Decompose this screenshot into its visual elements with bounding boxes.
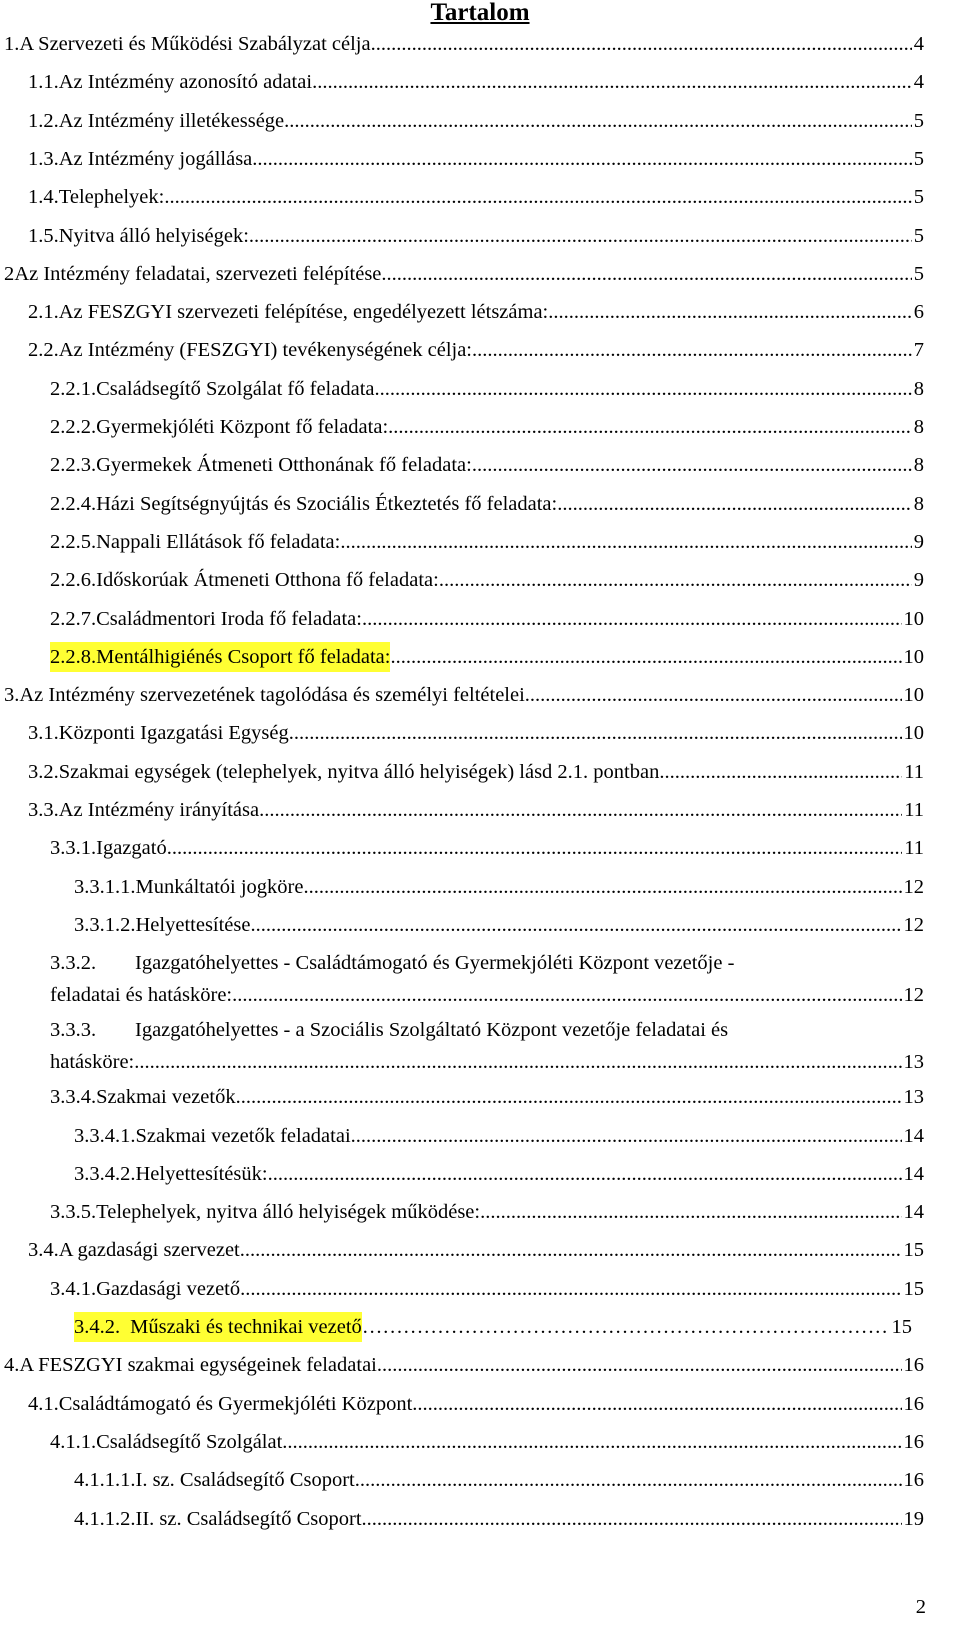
dot-leader bbox=[289, 718, 902, 748]
toc-entry-title: Igazgató bbox=[96, 837, 167, 860]
toc-entry-title: Az Intézmény irányítása bbox=[58, 799, 260, 821]
toc-entry[interactable] bbox=[74, 910, 924, 940]
toc-entry-page: 5 bbox=[913, 224, 924, 247]
toc-entry-title: Szakmai vezetők bbox=[96, 1086, 236, 1109]
dot-leader bbox=[164, 182, 911, 212]
dot-leader bbox=[362, 1504, 902, 1534]
dot-leader bbox=[548, 297, 912, 327]
dot-leader bbox=[282, 1427, 901, 1457]
toc-entry-title: Központi Igazgatási Egység bbox=[58, 722, 289, 745]
toc-entry[interactable] bbox=[74, 1159, 924, 1189]
toc-entry[interactable] bbox=[4, 29, 924, 59]
toc-entry-page: 12 bbox=[903, 875, 924, 898]
dot-leader bbox=[472, 450, 912, 480]
dot-leader bbox=[351, 1121, 902, 1151]
toc-entry-number: 2.2.5. bbox=[50, 530, 97, 553]
toc-entry[interactable] bbox=[4, 259, 924, 289]
toc-entry[interactable] bbox=[50, 1015, 924, 1045]
toc-entry[interactable] bbox=[74, 1312, 912, 1342]
dot-leader bbox=[525, 680, 902, 710]
toc-entry-title: Családmentori Iroda fő feladata: bbox=[96, 607, 362, 630]
toc-entry-page: 15 bbox=[903, 1277, 924, 1300]
toc-entry-page: 19 bbox=[903, 1507, 924, 1530]
toc-entry-title: Munkáltatói jogköre bbox=[135, 875, 304, 898]
toc-entry-page: 10 bbox=[903, 722, 924, 745]
toc-entry-page: 5 bbox=[913, 147, 924, 170]
toc-entry-number: 2.2.2. bbox=[50, 416, 97, 438]
toc-entry-page: 11 bbox=[904, 799, 924, 821]
dot-leader bbox=[659, 757, 902, 787]
toc-entry[interactable] bbox=[50, 527, 924, 557]
toc-entry-page: 11 bbox=[904, 760, 924, 783]
toc-entry-number: 3.3.5. bbox=[50, 1201, 97, 1224]
toc-entry[interactable] bbox=[4, 1350, 924, 1380]
toc-entry-number: 4. bbox=[4, 1354, 20, 1377]
toc-entry[interactable] bbox=[28, 718, 924, 748]
toc-entry[interactable] bbox=[50, 1274, 924, 1304]
toc-entry[interactable] bbox=[50, 1082, 924, 1112]
toc-entry-page: 8 bbox=[913, 416, 924, 438]
toc-entry-page: 9 bbox=[913, 530, 924, 553]
toc-entry-number: 3.3.4.1. bbox=[74, 1124, 136, 1147]
dot-leader bbox=[371, 29, 912, 59]
toc-entry-title: Műszaki és technikai vezető bbox=[130, 1316, 362, 1338]
toc-entry-number: 3.1. bbox=[28, 722, 59, 745]
toc-entry-page: 5 bbox=[913, 109, 924, 132]
toc-entry-number: 3.2. bbox=[28, 760, 59, 783]
toc-entry-number: 2.2.3. bbox=[50, 454, 97, 477]
toc-entry-page: 7 bbox=[913, 339, 924, 362]
toc-entry-number: 2.1. bbox=[28, 301, 59, 324]
toc-entry-number: 3.3.4.2. bbox=[74, 1162, 136, 1185]
toc-entry-title: Az Intézmény azonosító adatai bbox=[58, 71, 313, 94]
dot-leader bbox=[362, 604, 902, 634]
toc-entry-page: 16 bbox=[903, 1469, 924, 1492]
toc-entry-number: 1. bbox=[4, 33, 20, 55]
toc-entry-title: II. sz. Családsegítő Csoport bbox=[135, 1507, 362, 1530]
toc-entry[interactable] bbox=[28, 106, 924, 136]
toc-entry-number: 2.2.4. bbox=[50, 492, 97, 515]
toc-entry-continuation[interactable] bbox=[50, 980, 924, 1010]
toc-entry-title: Igazgatóhelyettes - a Szociális Szolgáltató Központ vezetője feladatai és bbox=[135, 1019, 729, 1042]
toc-entry-page: 8 bbox=[913, 454, 924, 477]
dot-leader bbox=[312, 67, 912, 97]
dot-leader bbox=[557, 489, 912, 519]
toc-entry-continuation[interactable] bbox=[50, 1047, 924, 1077]
toc-entry-title: Igazgatóhelyettes - Családtámogató és Gyermekjóléti Központ vezetője - bbox=[135, 952, 735, 975]
toc-entry-title: Telephelyek, nyitva álló helyiségek működése: bbox=[96, 1201, 481, 1224]
dot-leader bbox=[375, 374, 912, 404]
toc-entry[interactable] bbox=[50, 374, 924, 404]
toc-entry-title: Szakmai vezetők feladatai bbox=[135, 1124, 351, 1147]
toc-entry-title: Gyermekjóléti Központ fő feladata: bbox=[96, 416, 389, 438]
toc-entry-title: Házi Segítségnyújtás és Szociális Étkeztetés fő feladata: bbox=[96, 492, 558, 515]
toc-entry-number: 3.4. bbox=[28, 1239, 59, 1262]
toc-entry-page: 10 bbox=[903, 607, 924, 630]
toc-title: Tartalom bbox=[430, 0, 530, 26]
toc-entry-title: Időskorúak Átmeneti Otthona fő feladata: bbox=[96, 569, 439, 592]
toc-entry-title: Az FESZGYI szervezeti felépítése, engedélyezett létszáma: bbox=[58, 301, 549, 324]
dot-leader bbox=[134, 1047, 901, 1077]
dot-leader bbox=[381, 259, 911, 289]
toc-entry-number: 1.5. bbox=[28, 224, 59, 247]
dot-leader bbox=[390, 642, 901, 672]
toc-entry-title: Családsegítő Szolgálat fő feladata bbox=[96, 377, 375, 400]
toc-entry-number: 1.1. bbox=[28, 71, 59, 94]
toc-entry[interactable] bbox=[28, 1235, 924, 1265]
toc-entry-page: 10 bbox=[903, 645, 924, 668]
toc-entry-page: 12 bbox=[903, 983, 924, 1006]
toc-entry-number: 3.3.1.2. bbox=[74, 913, 136, 936]
toc-entry-number: 4.1. bbox=[28, 1392, 59, 1415]
toc-entry-number: 2.2.6. bbox=[50, 569, 97, 592]
toc-entry-title: A gazdasági szervezet bbox=[58, 1239, 240, 1262]
toc-entry-title: A Szervezeti és Működési Szabályzat célja bbox=[19, 33, 371, 55]
toc-entry-title: Nyitva álló helyiségek: bbox=[58, 224, 249, 247]
toc-entry[interactable] bbox=[28, 182, 924, 212]
toc-entry-title: Az Intézmény jogállása bbox=[58, 147, 253, 170]
toc-entry-number: 3.3.3. bbox=[50, 1019, 97, 1042]
toc-entry-number: 3.3.1. bbox=[50, 837, 97, 860]
toc-entry[interactable] bbox=[28, 67, 924, 97]
toc-entry-page: 8 bbox=[913, 377, 924, 400]
toc-entry-number: 4.1.1.2. bbox=[74, 1507, 136, 1530]
toc-entry-page: 13 bbox=[903, 1050, 924, 1073]
toc-entry-page: 11 bbox=[904, 837, 924, 860]
dot-leader bbox=[284, 106, 912, 136]
toc-entry-number: 3. bbox=[4, 684, 20, 707]
toc-entry-page: 14 bbox=[903, 1201, 924, 1224]
toc-entry[interactable] bbox=[28, 757, 924, 787]
toc-entry-title: I. sz. Családsegítő Csoport bbox=[135, 1469, 355, 1492]
toc-entry-title: Szakmai egységek (telephelyek, nyitva álló helyiségek) lásd 2.1. pontban bbox=[58, 760, 660, 783]
toc-entry-title: Mentálhigiénés Csoport fő feladata: bbox=[96, 642, 390, 672]
dot-leader bbox=[362, 1312, 890, 1342]
page-number: 2 bbox=[915, 1596, 926, 1618]
toc-entry-title-continued: feladatai és hatásköre: bbox=[50, 983, 233, 1006]
toc-entry-title: Helyettesítésük: bbox=[135, 1162, 268, 1185]
dot-leader bbox=[439, 565, 912, 595]
toc-entry-number: 2.2. bbox=[28, 339, 59, 362]
toc-entry-title: Az Intézmény illetékessége bbox=[58, 109, 285, 132]
toc-entry-page: 10 bbox=[903, 684, 924, 707]
toc-entry-number: 3.3.4. bbox=[50, 1086, 97, 1109]
toc-entry-number: 1.3. bbox=[28, 147, 59, 170]
dot-leader bbox=[252, 144, 911, 174]
dot-leader bbox=[340, 527, 911, 557]
toc-entry[interactable] bbox=[50, 1197, 924, 1227]
dot-leader bbox=[412, 1389, 901, 1419]
dot-leader bbox=[232, 980, 901, 1010]
dot-leader bbox=[268, 1159, 902, 1189]
toc-entry-number: 2 bbox=[4, 262, 15, 285]
toc-entry-page: 4 bbox=[913, 33, 924, 55]
dot-leader bbox=[388, 412, 912, 442]
toc-entry-number: 2.2.1. bbox=[50, 377, 97, 400]
toc-entry-page: 14 bbox=[903, 1124, 924, 1147]
dot-leader bbox=[355, 1465, 902, 1495]
toc-entry-number: 4.1.1.1. bbox=[74, 1469, 136, 1492]
toc-entry-title-continued: hatásköre: bbox=[50, 1050, 135, 1073]
toc-entry-page: 4 bbox=[913, 71, 924, 94]
toc-entry[interactable] bbox=[28, 335, 924, 365]
toc-entry-title: Telephelyek: bbox=[58, 186, 165, 209]
toc-entry-page: 14 bbox=[903, 1162, 924, 1185]
toc-entry[interactable] bbox=[50, 489, 924, 519]
dot-leader bbox=[249, 221, 912, 251]
toc-entry-title: A FESZGYI szakmai egységeinek feladatai bbox=[19, 1354, 377, 1377]
dot-leader bbox=[303, 872, 901, 902]
toc-entry[interactable] bbox=[50, 948, 924, 978]
toc-entry[interactable] bbox=[50, 412, 924, 442]
toc-entry[interactable] bbox=[50, 604, 924, 634]
toc-entry-title: Az Intézmény (FESZGYI) tevékenységének célja: bbox=[58, 339, 473, 362]
dot-leader bbox=[472, 335, 912, 365]
toc-entry-page: 15 bbox=[891, 1316, 912, 1338]
toc-entry[interactable] bbox=[74, 1121, 924, 1151]
toc-entry[interactable] bbox=[28, 221, 924, 251]
toc-entry[interactable] bbox=[28, 1389, 924, 1419]
toc-entry-page: 16 bbox=[903, 1392, 924, 1415]
toc-entry[interactable] bbox=[50, 565, 924, 595]
toc-entry-title: Családtámogató és Gyermekjóléti Központ bbox=[58, 1392, 413, 1415]
toc-entry[interactable] bbox=[28, 795, 924, 825]
toc-entry-page: 12 bbox=[903, 913, 924, 936]
dot-leader bbox=[236, 1082, 902, 1112]
toc-entry-page: 15 bbox=[903, 1239, 924, 1262]
toc-entry[interactable] bbox=[28, 297, 924, 327]
toc-entry[interactable] bbox=[50, 642, 924, 672]
toc-entry-title: Családsegítő Szolgálat bbox=[96, 1430, 283, 1453]
toc-entry-title: Az Intézmény feladatai, szervezeti felépítése bbox=[14, 262, 382, 285]
toc-entry[interactable] bbox=[28, 144, 924, 174]
highlighted-entry bbox=[74, 1312, 362, 1342]
toc-entry[interactable] bbox=[74, 1504, 924, 1534]
toc-entry-title: Helyettesítése bbox=[135, 913, 251, 936]
toc-entry-number: 2.2.7. bbox=[50, 607, 97, 630]
dot-leader bbox=[250, 910, 901, 940]
toc-entry-page: 13 bbox=[903, 1086, 924, 1109]
toc-entry[interactable] bbox=[74, 1465, 924, 1495]
toc-entry-title: Gyermekek Átmeneti Otthonának fő feladata: bbox=[96, 454, 472, 477]
toc-entry-page: 16 bbox=[903, 1430, 924, 1453]
toc-entry-number: 3.3.1.1. bbox=[74, 875, 136, 898]
toc-entry[interactable] bbox=[50, 450, 924, 480]
toc-entry[interactable] bbox=[50, 1427, 924, 1457]
dot-leader bbox=[167, 833, 903, 863]
toc-entry-number: 3.3. bbox=[28, 799, 59, 821]
toc-entry-page: 16 bbox=[903, 1354, 924, 1377]
toc-entry[interactable] bbox=[74, 872, 924, 902]
toc-entry-number: 2.2.8. bbox=[50, 642, 96, 672]
dot-leader bbox=[240, 1274, 901, 1304]
toc-entry-number: 3.3.2. bbox=[50, 952, 97, 975]
toc-entry[interactable] bbox=[4, 680, 924, 710]
toc-entry-page: 9 bbox=[913, 569, 924, 592]
toc-entry[interactable] bbox=[50, 833, 924, 863]
toc-entry-page: 5 bbox=[913, 186, 924, 209]
dot-leader bbox=[240, 1235, 902, 1265]
toc-entry-title: Gazdasági vezető bbox=[96, 1277, 241, 1300]
dot-leader bbox=[377, 1350, 902, 1380]
toc-entry-title: Nappali Ellátások fő feladata: bbox=[96, 530, 341, 553]
toc-entry-number: 3.4.1. bbox=[50, 1277, 97, 1300]
toc-entry-page: 5 bbox=[913, 262, 924, 285]
toc-entry-page: 6 bbox=[913, 301, 924, 324]
dot-leader bbox=[480, 1197, 901, 1227]
toc-entry-number: 4.1.1. bbox=[50, 1430, 97, 1453]
toc-entry-number: 3.4.2. bbox=[74, 1316, 121, 1338]
dot-leader bbox=[259, 795, 902, 825]
toc-entry-page: 8 bbox=[913, 492, 924, 515]
toc-entry-title: Az Intézmény szervezetének tagolódása és személyi feltételei bbox=[19, 684, 525, 707]
toc-entry-number: 1.2. bbox=[28, 109, 59, 132]
toc-entry-number: 1.4. bbox=[28, 186, 59, 209]
